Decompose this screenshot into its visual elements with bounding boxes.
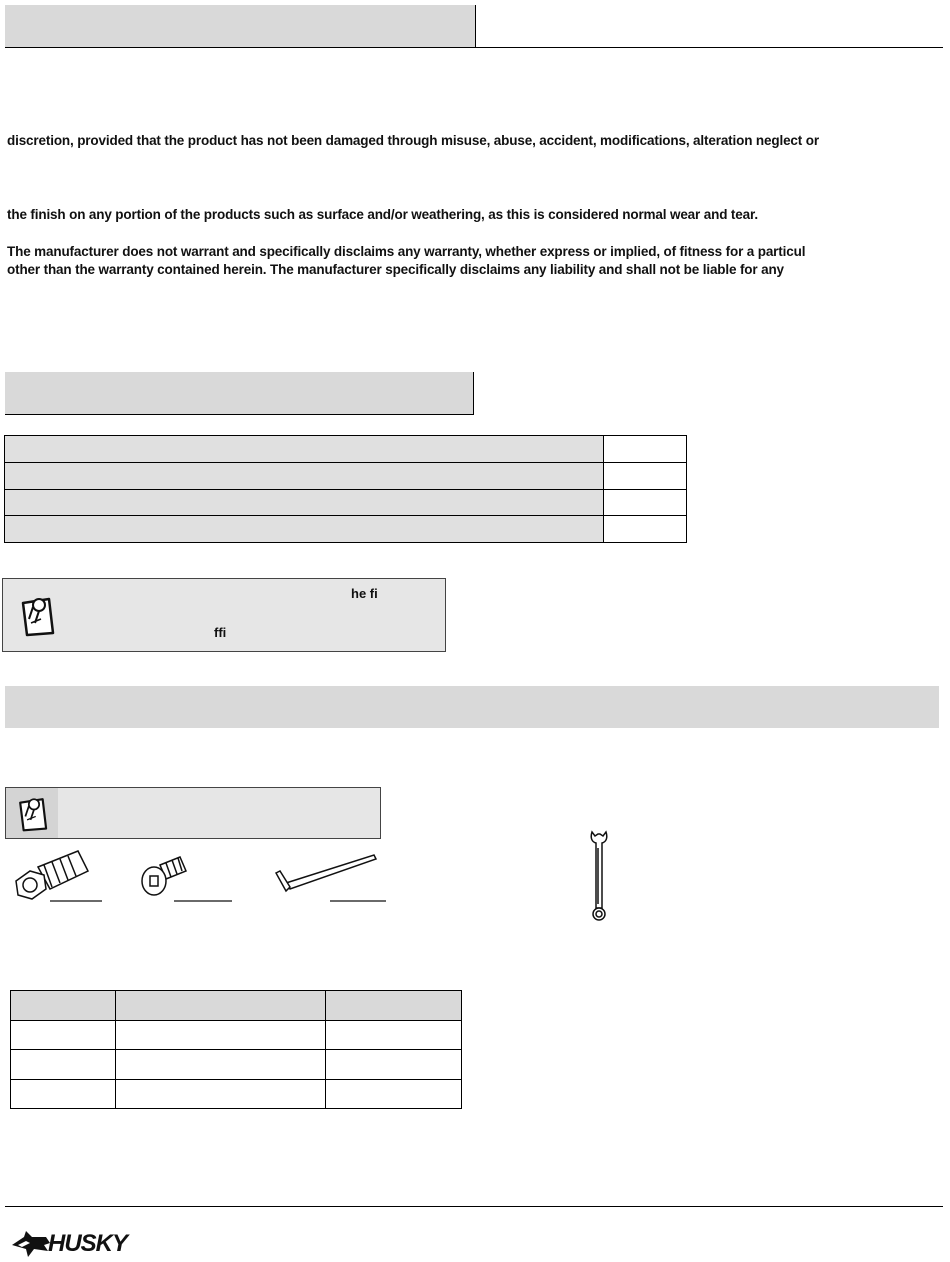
table-cell (604, 516, 687, 543)
table-header-row (11, 991, 462, 1021)
table-cell (116, 1021, 326, 1050)
table-row (5, 462, 687, 489)
table-cell (116, 1080, 326, 1109)
table-row (11, 1021, 462, 1050)
table-row (5, 489, 687, 516)
table-row (5, 436, 687, 463)
combination-wrench-icon (584, 828, 614, 924)
husky-logo-wordmark: HUSKY (48, 1230, 128, 1257)
table-cell (5, 516, 604, 543)
hardware-note-box (5, 787, 381, 839)
table-cell (11, 1050, 116, 1080)
table-cell (116, 1050, 326, 1080)
bolt-icon (8, 845, 118, 905)
section-header-specs-divider (473, 372, 474, 415)
table-cell (5, 462, 604, 489)
section-header-specs-rule (5, 414, 474, 415)
button-head-screw-icon (136, 845, 236, 905)
section-header-specs (5, 372, 473, 414)
table-cell (5, 436, 604, 463)
table-cell (604, 462, 687, 489)
note-box (2, 578, 446, 652)
table-row (11, 1080, 462, 1109)
table-cell (326, 1050, 462, 1080)
footer-rule (5, 1206, 943, 1207)
table-cell (604, 489, 687, 516)
table-cell (326, 1080, 462, 1109)
table-cell (604, 436, 687, 463)
warranty-paragraph-3: The manufacturer does not warrant and specifically disclaims any warranty, whether express or implied, of fitness for a particul (7, 244, 806, 259)
section-header-rule (5, 47, 943, 48)
table-header-cell (326, 991, 462, 1021)
table-row (5, 516, 687, 543)
table-header-cell (11, 991, 116, 1021)
warranty-paragraph-4: other than the warranty contained herein. The manufacturer specifically disclaims any liability and shall not be liable for any (7, 262, 784, 277)
table-cell (11, 1021, 116, 1050)
warranty-paragraph-2: the finish on any portion of the products such as surface and/or weathering, as this is considered normal wear and tear. (7, 207, 758, 222)
table-cell (326, 1021, 462, 1050)
specifications-table (4, 435, 687, 543)
note-text-fragment-1: he fi (351, 586, 378, 601)
note-pushpin-icon (19, 593, 59, 637)
note-text-fragment-2: ffi (214, 625, 227, 640)
section-header-package-contents (5, 686, 939, 728)
hex-key-icon (272, 845, 392, 905)
hardware-table (10, 990, 462, 1109)
warranty-paragraph-1: discretion, provided that the product has not been damaged through misuse, abuse, accident, modifications, alteration neglect or (7, 133, 819, 148)
table-header-cell (116, 991, 326, 1021)
table-cell (5, 489, 604, 516)
note-pushpin-icon (16, 794, 52, 832)
section-header-divider (475, 5, 476, 48)
husky-logo-mark-icon (10, 1229, 52, 1259)
table-cell (11, 1080, 116, 1109)
section-header-warranty (5, 5, 475, 47)
table-row (11, 1050, 462, 1080)
